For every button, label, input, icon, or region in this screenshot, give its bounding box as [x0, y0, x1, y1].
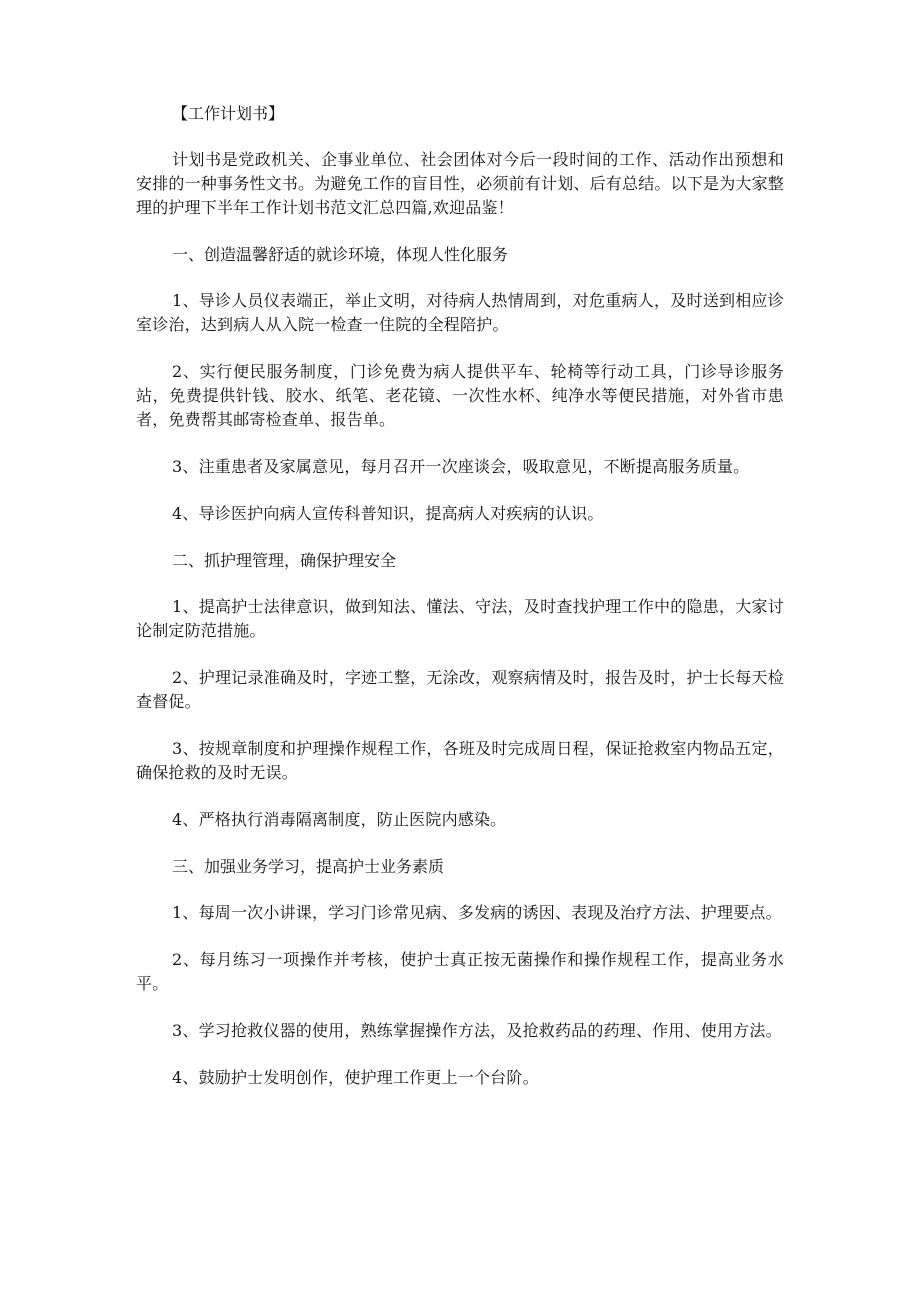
intro-paragraph: 计划书是党政机关、企事业单位、社会团体对今后一段时间的工作、活动作出预想和安排的一种事务性文书。为避免工作的盲目性，必须前有计划、后有总结。以下是为大家整理的护理下半年工作计划书范文汇总四篇,欢迎品鉴！ [136, 150, 785, 217]
section-2-item-4: 4、严格执行消毒隔离制度，防止医院内感染。 [172, 810, 507, 829]
document-title: 【工作计划书】 [172, 104, 285, 123]
section-3-item-3: 3、学习抢救仪器的使用，熟练掌握操作方法，及抢救药品的药理、作用、使用方法。 [172, 1021, 782, 1040]
section-2-item-3: 3、按规章制度和护理操作规程工作，各班及时完成周日程，保证抢救室内物品五定，确保抢救的及时无误。 [136, 739, 784, 782]
section-2-heading: 二、抓护理管理，确保护理安全 [172, 551, 397, 570]
section-2-item-2: 2、护理记录准确及时，字迹工整，无涂改，观察病情及时，报告及时，护士长每天检查督促。 [136, 668, 784, 711]
section-1-item-3: 3、注重患者及家属意见，每月召开一次座谈会，吸取意见，不断提高服务质量。 [172, 457, 750, 476]
section-1-item-2: 2、实行便民服务制度，门诊免费为病人提供平车、轮椅等行动工具，门诊导诊服务站，免费提供针钱、胶水、纸笔、老花镜、一次性水杯、纯净水等便民措施，对外省市患者，免费帮其邮寄检查单、报告单。 [136, 362, 784, 429]
section-3-item-2: 2、每月练习一项操作并考核，使护士真正按无菌操作和操作规程工作，提高业务水平。 [136, 950, 784, 993]
document-page [136, 102, 784, 1113]
section-3-heading: 三、加强业务学习，提高护士业务素质 [172, 857, 445, 876]
section-2-item-1: 1、提高护士法律意识，做到知法、懂法、守法，及时查找护理工作中的隐患，大家讨论制定防范措施。 [136, 597, 784, 640]
section-1-item-1: 1、导诊人员仪表端正，举止文明，对待病人热情周到，对危重病人，及时送到相应诊室诊治，达到病人从入院一检查一住院的全程陪护。 [136, 291, 784, 334]
section-3-item-1: 1、每周一次小讲课，学习门诊常见病、多发病的诱因、表现及治疗方法、护理要点。 [172, 903, 782, 922]
section-1-heading: 一、创造温馨舒适的就诊环境，体现人性化服务 [172, 245, 509, 264]
section-1-item-4: 4、导诊医护向病人宣传科普知识，提高病人对疾病的认识。 [172, 504, 604, 523]
section-3-item-4: 4、鼓励护士发明创作，使护理工作更上一个台阶。 [172, 1068, 539, 1087]
